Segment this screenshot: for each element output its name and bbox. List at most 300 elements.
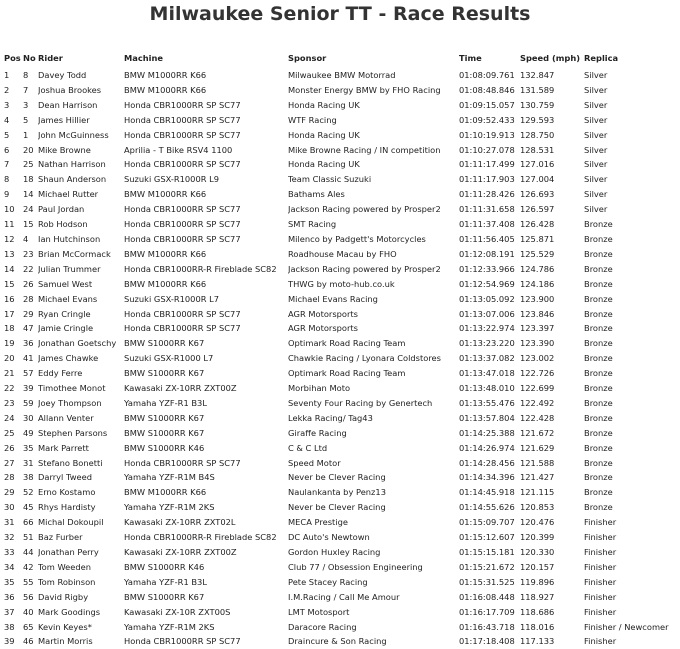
cell-replica: Bronze xyxy=(584,472,613,483)
cell-sponsor: Morbihan Moto xyxy=(288,383,351,394)
cell-no: 57 xyxy=(23,368,34,379)
cell-rider: Mark Parrett xyxy=(38,442,89,453)
cell-sponsor: Draincure & Son Racing xyxy=(288,636,387,647)
cell-no: 18 xyxy=(23,174,34,185)
table-row xyxy=(4,187,674,202)
cell-time: 01:10:19.913 xyxy=(459,129,515,140)
cell-machine: Kawasaki ZX-10R ZXT00S xyxy=(124,606,231,617)
cell-sponsor: Pete Stacey Racing xyxy=(288,576,368,587)
cell-replica: Bronze xyxy=(584,308,613,319)
cell-replica: Bronze xyxy=(584,278,613,289)
cell-pos: 38 xyxy=(4,621,15,632)
cell-machine: BMW M1000RR K66 xyxy=(124,70,207,80)
cell-machine: Yamaha YZF-R1M B4S xyxy=(124,472,215,483)
cell-rider: Joey Thompson xyxy=(38,397,102,408)
cell-sponsor: Optimark Road Racing Team xyxy=(288,338,406,349)
cell-no: 15 xyxy=(23,219,34,230)
cell-machine: Suzuki GSX-R1000R L7 xyxy=(124,293,220,304)
cell-speed: 120.853 xyxy=(520,502,555,513)
table-row xyxy=(4,470,674,485)
cell-no: 24 xyxy=(23,204,34,215)
cell-machine: BMW S1000RR K46 xyxy=(124,561,205,572)
cell-no: 20 xyxy=(23,144,34,155)
table-row xyxy=(4,545,674,560)
cell-speed: 125.529 xyxy=(520,248,555,259)
cell-replica: Finisher xyxy=(584,576,617,587)
cell-rider: Stefano Bonetti xyxy=(38,457,103,468)
cell-speed: 122.699 xyxy=(520,383,555,394)
cell-sponsor: MECA Prestige xyxy=(288,517,348,528)
cell-rider: Brian McCormack xyxy=(38,248,111,259)
cell-pos: 25 xyxy=(4,427,15,438)
cell-machine: BMW M1000RR K66 xyxy=(124,278,207,289)
table-row xyxy=(4,292,674,307)
cell-rider: Rob Hodson xyxy=(38,219,88,230)
table-row xyxy=(4,634,674,649)
cell-time: 01:13:22.974 xyxy=(459,323,515,334)
cell-replica: Bronze xyxy=(584,502,613,513)
cell-no: 8 xyxy=(23,70,29,80)
cell-machine: BMW S1000RR K46 xyxy=(124,442,205,453)
cell-machine: Yamaha YZF-R1M 2KS xyxy=(124,502,215,513)
cell-no: 52 xyxy=(23,487,34,498)
cell-time: 01:16:17.709 xyxy=(459,606,515,617)
cell-machine: Yamaha YZF-R1 B3L xyxy=(124,397,207,408)
cell-speed: 120.157 xyxy=(520,561,555,572)
cell-sponsor: AGR Motorsports xyxy=(288,323,358,334)
cell-pos: 19 xyxy=(4,338,15,349)
cell-machine: Honda CBR1000RR-R Fireblade SC82 xyxy=(124,532,277,543)
cell-no: 23 xyxy=(23,248,34,259)
cell-no: 42 xyxy=(23,561,34,572)
cell-speed: 118.927 xyxy=(520,591,555,602)
cell-time: 01:14:28.456 xyxy=(459,457,515,468)
cell-machine: BMW S1000RR K67 xyxy=(124,412,205,423)
cell-replica: Silver xyxy=(584,204,608,215)
cell-replica: Silver xyxy=(584,84,608,95)
cell-rider: Jonathan Perry xyxy=(38,547,99,557)
cell-pos: 5 xyxy=(4,129,10,140)
cell-pos: 21 xyxy=(4,368,15,379)
cell-time: 01:11:17.499 xyxy=(459,159,515,170)
column-header-pos: Pos xyxy=(4,53,21,63)
cell-sponsor: Mike Browne Racing / IN competition xyxy=(288,144,441,155)
cell-machine: Honda CBR1000RR SP SC77 xyxy=(124,219,241,230)
column-header-machine: Machine xyxy=(124,53,164,63)
cell-sponsor: Bathams Ales xyxy=(288,189,345,200)
cell-rider: Timothee Monot xyxy=(38,383,106,394)
cell-speed: 128.531 xyxy=(520,144,555,155)
cell-time: 01:11:31.658 xyxy=(459,204,515,215)
cell-no: 41 xyxy=(23,353,34,364)
cell-pos: 39 xyxy=(4,636,15,647)
cell-speed: 123.900 xyxy=(520,293,555,304)
cell-no: 36 xyxy=(23,338,34,349)
cell-machine: Honda CBR1000RR SP SC77 xyxy=(124,323,241,334)
cell-no: 4 xyxy=(23,233,29,244)
cell-sponsor: Roadhouse Macau by FHO xyxy=(288,248,397,259)
cell-pos: 27 xyxy=(4,457,15,468)
cell-rider: John McGuinness xyxy=(38,129,109,140)
cell-rider: Mike Browne xyxy=(38,144,91,155)
cell-rider: Baz Furber xyxy=(38,532,83,543)
cell-pos: 8 xyxy=(4,174,10,185)
cell-pos: 22 xyxy=(4,383,15,394)
cell-replica: Finisher xyxy=(584,561,617,572)
cell-speed: 127.016 xyxy=(520,159,555,170)
cell-no: 26 xyxy=(23,278,34,289)
cell-replica: Silver xyxy=(584,174,608,185)
cell-sponsor: Team Classic Suzuki xyxy=(288,174,372,185)
cell-machine: Honda CBR1000RR SP SC77 xyxy=(124,159,241,170)
cell-pos: 14 xyxy=(4,263,15,274)
cell-sponsor: Monster Energy BMW by FHO Racing xyxy=(288,84,441,95)
cell-replica: Finisher xyxy=(584,532,617,543)
cell-rider: Jonathan Goetschy xyxy=(38,338,117,349)
cell-no: 66 xyxy=(23,517,34,528)
cell-replica: Bronze xyxy=(584,263,613,274)
table-row xyxy=(4,68,674,83)
cell-time: 01:13:47.018 xyxy=(459,368,515,379)
cell-speed: 124.186 xyxy=(520,278,555,289)
table-row xyxy=(4,321,674,336)
cell-speed: 124.786 xyxy=(520,263,555,274)
cell-pos: 23 xyxy=(4,397,15,408)
cell-time: 01:15:31.525 xyxy=(459,576,515,587)
cell-no: 39 xyxy=(23,383,34,394)
cell-rider: Davey Todd xyxy=(38,70,87,80)
cell-no: 25 xyxy=(23,159,34,170)
cell-sponsor: Never be Clever Racing xyxy=(288,502,386,513)
cell-speed: 118.686 xyxy=(520,606,555,617)
cell-sponsor: Honda Racing UK xyxy=(288,99,360,110)
cell-sponsor: Club 77 / Obsession Engineering xyxy=(288,561,423,572)
cell-machine: Suzuki GSX-R1000R L9 xyxy=(124,174,220,185)
cell-rider: Tom Robinson xyxy=(38,576,96,587)
table-row xyxy=(4,277,674,292)
cell-replica: Finisher xyxy=(584,547,617,557)
cell-time: 01:11:28.426 xyxy=(459,189,515,200)
cell-machine: Honda CBR1000RR SP SC77 xyxy=(124,233,241,244)
cell-sponsor: Honda Racing UK xyxy=(288,159,360,170)
cell-no: 55 xyxy=(23,576,34,587)
cell-sponsor: Speed Motor xyxy=(288,457,341,468)
cell-no: 49 xyxy=(23,427,34,438)
cell-machine: BMW S1000RR K67 xyxy=(124,591,205,602)
cell-replica: Bronze xyxy=(584,442,613,453)
cell-no: 22 xyxy=(23,263,34,274)
cell-replica: Bronze xyxy=(584,427,613,438)
cell-time: 01:15:15.181 xyxy=(459,547,515,557)
cell-sponsor: Milenco by Padgett's Motorcycles xyxy=(288,233,426,244)
cell-speed: 126.597 xyxy=(520,204,555,215)
cell-pos: 4 xyxy=(4,114,10,125)
cell-machine: BMW S1000RR K67 xyxy=(124,338,205,349)
cell-time: 01:09:52.433 xyxy=(459,114,515,125)
cell-time: 01:11:37.408 xyxy=(459,219,515,230)
cell-machine: BMW M1000RR K66 xyxy=(124,189,207,200)
cell-speed: 126.693 xyxy=(520,189,555,200)
table-row xyxy=(4,515,674,530)
table-row xyxy=(4,83,674,98)
cell-time: 01:13:23.220 xyxy=(459,338,515,349)
cell-time: 01:12:33.966 xyxy=(459,263,515,274)
cell-sponsor: C & C Ltd xyxy=(288,442,328,453)
cell-no: 45 xyxy=(23,502,34,513)
cell-machine: BMW S1000RR K67 xyxy=(124,368,205,379)
cell-rider: Martin Morris xyxy=(38,636,93,647)
cell-rider: James Chawke xyxy=(38,353,99,364)
cell-machine: BMW S1000RR K67 xyxy=(124,427,205,438)
column-header-rider: Rider xyxy=(38,53,63,63)
cell-pos: 37 xyxy=(4,606,15,617)
cell-sponsor: Never be Clever Racing xyxy=(288,472,386,483)
cell-time: 01:09:15.057 xyxy=(459,99,515,110)
cell-sponsor: Seventy Four Racing by Genertech xyxy=(288,397,433,408)
cell-pos: 1 xyxy=(4,70,10,80)
cell-speed: 132.847 xyxy=(520,70,555,80)
cell-replica: Bronze xyxy=(584,457,613,468)
cell-rider: Michael Rutter xyxy=(38,189,99,200)
cell-replica: Bronze xyxy=(584,353,613,364)
cell-sponsor: Milwaukee BMW Motorrad xyxy=(288,70,396,80)
cell-machine: Honda CBR1000RR SP SC77 xyxy=(124,457,241,468)
cell-machine: Kawasaki ZX-10RR ZXT00Z xyxy=(124,547,237,557)
cell-pos: 26 xyxy=(4,442,15,453)
table-row xyxy=(4,605,674,620)
cell-time: 01:13:57.804 xyxy=(459,412,515,423)
cell-pos: 6 xyxy=(4,144,10,155)
cell-rider: James Hillier xyxy=(38,114,90,125)
cell-speed: 121.672 xyxy=(520,427,555,438)
cell-time: 01:10:27.078 xyxy=(459,144,515,155)
cell-rider: Jamie Cringle xyxy=(38,323,94,334)
cell-time: 01:13:37.082 xyxy=(459,353,515,364)
cell-time: 01:14:26.974 xyxy=(459,442,515,453)
cell-time: 01:08:09.761 xyxy=(459,70,515,80)
cell-speed: 122.428 xyxy=(520,412,555,423)
cell-speed: 120.476 xyxy=(520,517,555,528)
table-row xyxy=(4,232,674,247)
cell-replica: Bronze xyxy=(584,338,613,349)
table-row xyxy=(4,426,674,441)
cell-sponsor: Jackson Racing powered by Prosper2 xyxy=(288,204,441,215)
cell-speed: 128.750 xyxy=(520,129,555,140)
table-row xyxy=(4,217,674,232)
cell-replica: Bronze xyxy=(584,368,613,379)
table-row xyxy=(4,157,674,172)
cell-replica: Silver xyxy=(584,99,608,110)
cell-no: 46 xyxy=(23,636,34,647)
cell-replica: Bronze xyxy=(584,233,613,244)
cell-replica: Bronze xyxy=(584,323,613,334)
cell-sponsor: LMT Motosport xyxy=(288,606,350,617)
cell-replica: Silver xyxy=(584,129,608,140)
table-row xyxy=(4,247,674,262)
table-row xyxy=(4,530,674,545)
cell-rider: Michal Dokoupil xyxy=(38,517,104,528)
cell-time: 01:13:07.006 xyxy=(459,308,515,319)
cell-speed: 122.726 xyxy=(520,368,555,379)
cell-rider: Darryl Tweed xyxy=(38,472,92,483)
cell-pos: 33 xyxy=(4,547,15,557)
table-row xyxy=(4,336,674,351)
cell-pos: 15 xyxy=(4,278,15,289)
cell-pos: 13 xyxy=(4,248,15,259)
cell-no: 14 xyxy=(23,189,34,200)
cell-machine: Honda CBR1000RR SP SC77 xyxy=(124,114,241,125)
cell-pos: 20 xyxy=(4,353,15,364)
cell-sponsor: Giraffe Racing xyxy=(288,427,347,438)
cell-rider: Paul Jordan xyxy=(38,204,85,215)
cell-speed: 123.397 xyxy=(520,323,555,334)
cell-time: 01:12:54.969 xyxy=(459,278,515,289)
cell-replica: Silver xyxy=(584,159,608,170)
cell-no: 65 xyxy=(23,621,34,632)
cell-replica: Finisher xyxy=(584,636,617,647)
cell-rider: Dean Harrison xyxy=(38,99,98,110)
cell-machine: BMW M1000RR K66 xyxy=(124,487,207,498)
table-row xyxy=(4,98,674,113)
cell-no: 35 xyxy=(23,442,34,453)
cell-pos: 36 xyxy=(4,591,15,602)
cell-time: 01:12:08.191 xyxy=(459,248,515,259)
table-row xyxy=(4,172,674,187)
cell-speed: 121.629 xyxy=(520,442,555,453)
cell-replica: Bronze xyxy=(584,293,613,304)
cell-speed: 131.589 xyxy=(520,84,555,95)
cell-no: 29 xyxy=(23,308,34,319)
cell-speed: 122.492 xyxy=(520,397,555,408)
cell-machine: Honda CBR1000RR SP SC77 xyxy=(124,308,241,319)
cell-replica: Finisher xyxy=(584,591,617,602)
cell-time: 01:16:43.718 xyxy=(459,621,515,632)
cell-time: 01:15:21.672 xyxy=(459,561,515,572)
cell-rider: Shaun Anderson xyxy=(38,174,107,185)
cell-machine: Yamaha YZF-R1 B3L xyxy=(124,576,207,587)
cell-time: 01:17:18.408 xyxy=(459,636,515,647)
cell-speed: 117.133 xyxy=(520,636,555,647)
cell-no: 51 xyxy=(23,532,34,543)
cell-sponsor: Jackson Racing powered by Prosper2 xyxy=(288,263,441,274)
cell-time: 01:13:55.476 xyxy=(459,397,515,408)
cell-speed: 127.004 xyxy=(520,174,555,185)
cell-replica: Bronze xyxy=(584,412,613,423)
cell-no: 31 xyxy=(23,457,34,468)
cell-rider: Mark Goodings xyxy=(38,606,101,617)
cell-sponsor: WTF Racing xyxy=(288,114,337,125)
cell-no: 7 xyxy=(23,84,29,95)
cell-machine: Kawasaki ZX-10RR ZXT00Z xyxy=(124,383,237,394)
cell-machine: Honda CBR1000RR-R Fireblade SC82 xyxy=(124,263,277,274)
cell-replica: Finisher xyxy=(584,517,617,528)
cell-machine: Aprilia - T Bike RSV4 1100 xyxy=(124,144,233,155)
table-row xyxy=(4,143,674,158)
cell-pos: 18 xyxy=(4,323,15,334)
cell-rider: Ryan Cringle xyxy=(38,308,91,319)
cell-replica: Bronze xyxy=(584,219,613,230)
cell-machine: Honda CBR1000RR SP SC77 xyxy=(124,129,241,140)
cell-speed: 129.593 xyxy=(520,114,555,125)
cell-speed: 123.002 xyxy=(520,353,555,364)
cell-speed: 121.427 xyxy=(520,472,555,483)
cell-speed: 123.390 xyxy=(520,338,555,349)
cell-rider: Eddy Ferre xyxy=(38,368,83,379)
table-row xyxy=(4,396,674,411)
table-row xyxy=(4,500,674,515)
cell-replica: Silver xyxy=(584,114,608,125)
cell-time: 01:14:55.626 xyxy=(459,502,515,513)
cell-pos: 31 xyxy=(4,517,15,528)
cell-pos: 12 xyxy=(4,233,15,244)
cell-machine: Honda CBR1000RR SP SC77 xyxy=(124,204,241,215)
table-row xyxy=(4,560,674,575)
cell-speed: 120.399 xyxy=(520,532,555,543)
table-row xyxy=(4,441,674,456)
cell-replica: Silver xyxy=(584,189,608,200)
cell-time: 01:14:34.396 xyxy=(459,472,515,483)
cell-no: 38 xyxy=(23,472,34,483)
cell-pos: 10 xyxy=(4,204,15,215)
results-body xyxy=(4,68,674,649)
cell-no: 47 xyxy=(23,323,34,334)
cell-speed: 119.896 xyxy=(520,576,555,587)
cell-no: 30 xyxy=(23,412,34,423)
cell-time: 01:15:09.707 xyxy=(459,517,515,528)
cell-rider: Allann Venter xyxy=(38,412,94,423)
cell-machine: Honda CBR1000RR SP SC77 xyxy=(124,636,241,647)
cell-replica: Bronze xyxy=(584,397,613,408)
table-row xyxy=(4,351,674,366)
cell-sponsor: THWG by moto-hub.co.uk xyxy=(288,278,395,289)
cell-rider: Ian Hutchinson xyxy=(38,233,101,244)
cell-replica: Bronze xyxy=(584,383,613,394)
cell-pos: 24 xyxy=(4,412,15,423)
column-header-speed: Speed (mph) xyxy=(520,53,581,63)
cell-no: 56 xyxy=(23,591,34,602)
cell-no: 5 xyxy=(23,114,29,125)
table-row xyxy=(4,620,674,635)
cell-pos: 30 xyxy=(4,502,15,513)
cell-pos: 3 xyxy=(4,99,10,110)
table-row xyxy=(4,485,674,500)
cell-pos: 28 xyxy=(4,472,15,483)
column-header-no: No xyxy=(23,53,36,63)
column-header-replica: Replica xyxy=(584,53,619,63)
cell-pos: 11 xyxy=(4,219,15,230)
cell-time: 01:11:56.405 xyxy=(459,233,515,244)
table-row xyxy=(4,366,674,381)
cell-pos: 16 xyxy=(4,293,15,304)
page-title: Milwaukee Senior TT - Race Results xyxy=(149,3,531,25)
cell-sponsor: I.M.Racing / Call Me Amour xyxy=(288,591,400,602)
cell-sponsor: SMT Racing xyxy=(288,219,337,230)
cell-rider: Julian Trummer xyxy=(38,263,101,274)
cell-sponsor: Michael Evans Racing xyxy=(288,293,378,304)
cell-speed: 120.330 xyxy=(520,547,555,557)
cell-rider: Michael Evans xyxy=(38,293,98,304)
cell-sponsor: Chawkie Racing / Lyonara Coldstores xyxy=(288,353,441,364)
table-row xyxy=(4,381,674,396)
cell-no: 59 xyxy=(23,397,34,408)
cell-time: 01:11:17.903 xyxy=(459,174,515,185)
cell-replica: Silver xyxy=(584,70,608,80)
table-row xyxy=(4,202,674,217)
cell-sponsor: DC Auto's Newtown xyxy=(288,532,370,543)
cell-time: 01:13:48.010 xyxy=(459,383,515,394)
results-table xyxy=(4,51,674,649)
cell-machine: BMW M1000RR K66 xyxy=(124,84,207,95)
